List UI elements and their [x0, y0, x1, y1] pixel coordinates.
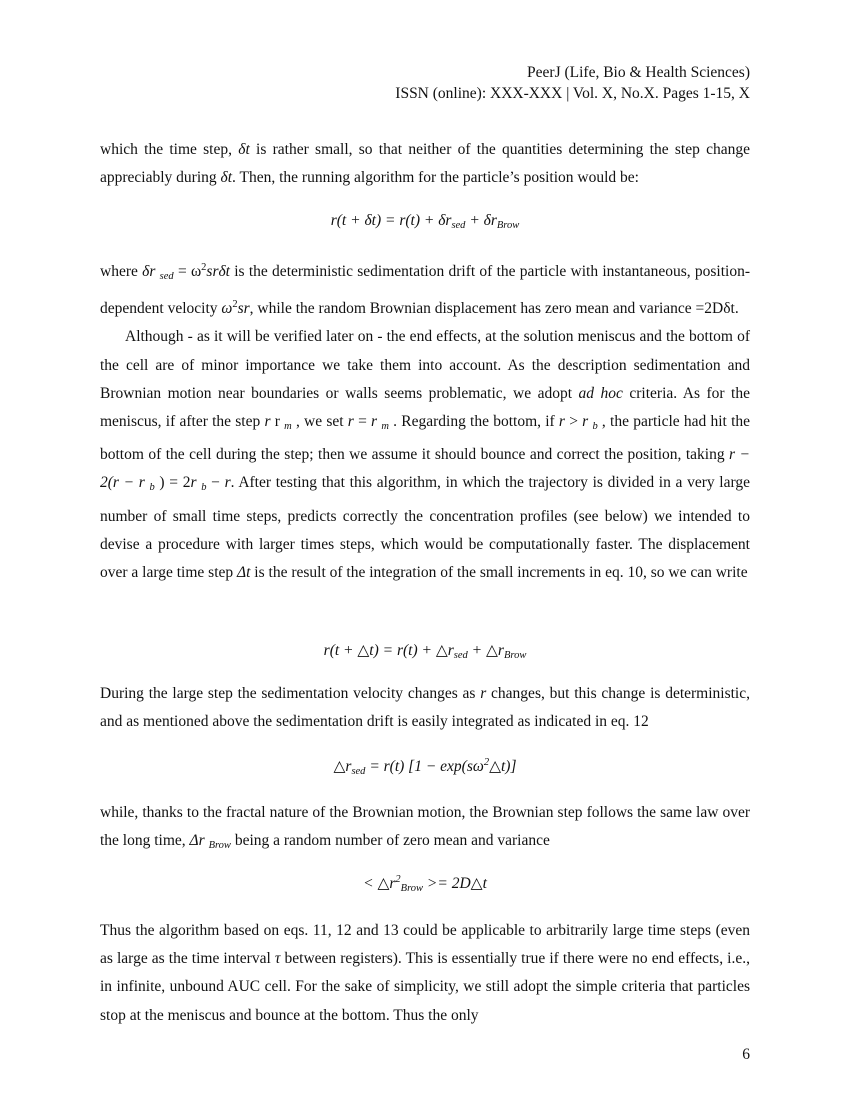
equation-brownian-variance: < $\triangle r^2Brow$ >= 2D△t — [363, 874, 487, 894]
paragraph-2: where δr sed = $\omega^2sr\delta t$ is the deterministic sedimentation drift of the particle with instantaneous, position-dependent velocity $\omega^2sr$, while the random Brownian displacement has zero mean and variance =2Dδt. Although - as it will be verified later on - the end effects, at the solution meniscus and the bottom of the cell are of minor importance we take them into account. As the description sedimentation and Brownian motion near boundaries or walls seems problematic, we adopt ad hoc criteria. As for the meniscus, if after the step r r m , we set r = r m . Regarding the bottom, if r > r b , the particle had hit the bottom of the cell during the step; then we assume it should bounce and correct the position, taking r − 2(r − r b ) = 2r b − r. After testing that this algorithm, in which the trajectory is divided in a very large number of small time steps, predicts correctly the concentration profiles (see below) we intended to devise a procedure with larger times steps, which would be computationally faster. The displacement over a large time step Δt is the result of the integration of the small increments in eq. 10, so we can write — [100, 262, 751, 582]
issn-line: ISSN (online): XXX-XXX | Vol. X, No.X. Pages 1-15, X — [395, 85, 750, 102]
paragraph-4: During the large step the sedimentation velocity changes as r changes, but this change is deterministic, and as mentioned above the sedimentation drift is easily integrated as indicated in eq. 12 — [100, 685, 750, 731]
page-number: 6 — [742, 1046, 750, 1063]
paragraph-6: Thus the algorithm based on eqs. 11, 12 and 13 could be applicable to arbitrarily large time steps (even as large as the time interval τ between registers). This is essentially true if there were no end effects, i.e., in infinite, unbound AUC cell. For the sake of simplicity, we still adopt the simple criteria that particles stop at the meniscus and bounce at the bottom. Thus the only — [100, 922, 750, 1024]
journal-name: PeerJ (Life, Bio & Health Sciences) — [527, 64, 750, 81]
running-header — [395, 62, 750, 104]
paragraph-5: while, thanks to the fractal nature of the Brownian motion, the Brownian step follows the same law over the long time, Δr Brow being a random number of zero mean and variance — [100, 804, 750, 852]
equation-sedimentation-drift: △rsed = r(t) $[1 - \exp(s\omega^2\triangle t)]$ — [333, 757, 517, 777]
paragraph-1: which the time step, δt is rather small, so that neither of the quantities determining the step change appreciably during δt. Then, the running algorithm for the particle’s position would be: — [100, 141, 750, 187]
equation-large-step: r(t + △t) = r(t) + △rsed + △rBrow — [323, 642, 527, 661]
equation-position-update: r(t + δt) = r(t) + δrsed + δrBrow — [330, 212, 520, 231]
